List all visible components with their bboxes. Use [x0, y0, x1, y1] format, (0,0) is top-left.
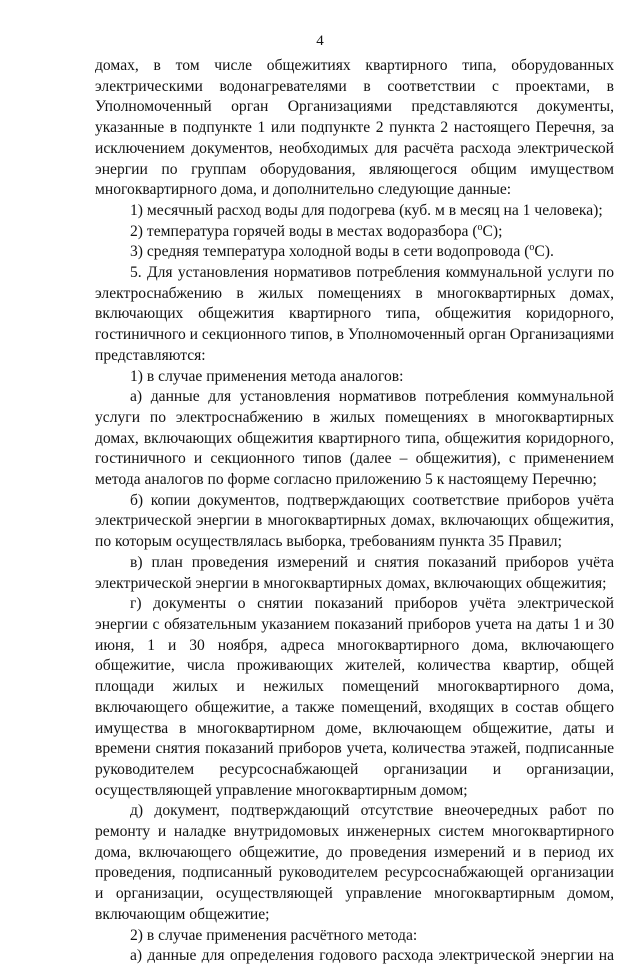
paragraph-text: а) данные для определения годового расхода электрической энергии на [130, 947, 614, 965]
paragraph [95, 594, 614, 801]
paragraph [95, 201, 614, 222]
paragraph-text: 2) в случае применения расчётного метода: [130, 926, 418, 944]
paragraph [95, 553, 614, 594]
page-number: 4 [316, 33, 324, 49]
paragraph-text-tail: С). [534, 243, 554, 261]
paragraph-text: в) план проведения измерений и снятия показаний приборов учёта электрической энергии в многоквартирных домах, включающих общежития; [95, 553, 614, 592]
paragraph-text: 1) месячный расход воды для подогрева (куб. м в месяц на 1 человека); [130, 201, 603, 219]
paragraph [95, 387, 614, 491]
paragraph-text: 2) температура горячей воды в местах водоразбора ( [130, 222, 478, 240]
paragraph [95, 926, 614, 947]
document-body [95, 56, 614, 967]
paragraph [95, 222, 614, 243]
paragraph-text: а) данные для установления нормативов потребления коммунальной услуги по электроснабжению в жилых помещениях в многоквартирных домах, включающих общежития квартирного типа, общежития коридорного, гостиничного и секционного типов (далее – общежития), с применением метода аналогов по форме согласно приложению 5 к настоящему Перечню; [95, 388, 614, 489]
paragraph [95, 946, 614, 967]
paragraph-text: б) копии документов, подтверждающих соответствие приборов учёта электрической энергии в многоквартирных домах, включающих общежития, по которым осуществлялась выборка, требованиям пункта 35 Правил; [95, 491, 614, 551]
paragraph [95, 242, 614, 263]
paragraph [95, 263, 614, 367]
paragraph-text: 3) средняя температура холодной воды в сети водопровода ( [130, 243, 530, 261]
paragraph-text: д) документ, подтверждающий отсутствие внеочередных работ по ремонту и наладке внутридомовых инженерных систем многоквартирного дома, включающего общежитие, до проведения измерений и в период их проведения, подписанный руководителем ресурсоснабжающей организации и организации, осуществляющей управление многоквартирным домом, включающим общежитие; [95, 802, 614, 923]
paragraph-text: домах, в том числе общежитиях квартирного типа, оборудованных электрическими водонагревателями в соответствии с проектами, в Уполномоченный орган Организациями представляются документы, указанные в подпункте 1 или подпункте 2 пункта 2 настоящего Перечня, за исключением документов, необходимых для расчёта расхода электрической энергии по группам оборудования, являющегося общим имуществом многоквартирного дома, и дополнительно следующие данные: [95, 57, 614, 199]
paragraph [95, 491, 614, 553]
paragraph [95, 56, 614, 201]
degree-superscript: o [477, 221, 483, 233]
paragraph [95, 801, 614, 925]
paragraph-text: 1) в случае применения метода аналогов: [130, 367, 404, 385]
paragraph-text: 5. Для установления нормативов потребления коммунальной услуги по электроснабжению в жилых помещениях в многоквартирных домах, включающих общежития квартирного типа, общежития коридорного, гостиничного и секционного типов, в Уполномоченный орган Организациями представляются: [95, 264, 614, 364]
paragraph-text: г) документы о снятии показаний приборов учёта электрической энергии с обязательным указанием показаний приборов учета на даты 1 и 30 июня, 1 и 30 ноября, адреса многоквартирного дома, включающего общежитие, числа проживающих жителей, количества квартир, общей площади жилых и нежилых помещений многоквартирного дома, включающего общежитие, а также помещений, входящих в состав общего имущества в многоквартирном доме, включающем общежитие, даты и времени снятия показаний приборов учета, количества этажей, подписанные руководителем ресурсоснабжающей организации и организации, осуществляющей управление многоквартирным домом; [95, 595, 614, 799]
paragraph-text-tail: С); [482, 222, 503, 240]
paragraph [95, 367, 614, 388]
degree-superscript: o [529, 242, 535, 254]
